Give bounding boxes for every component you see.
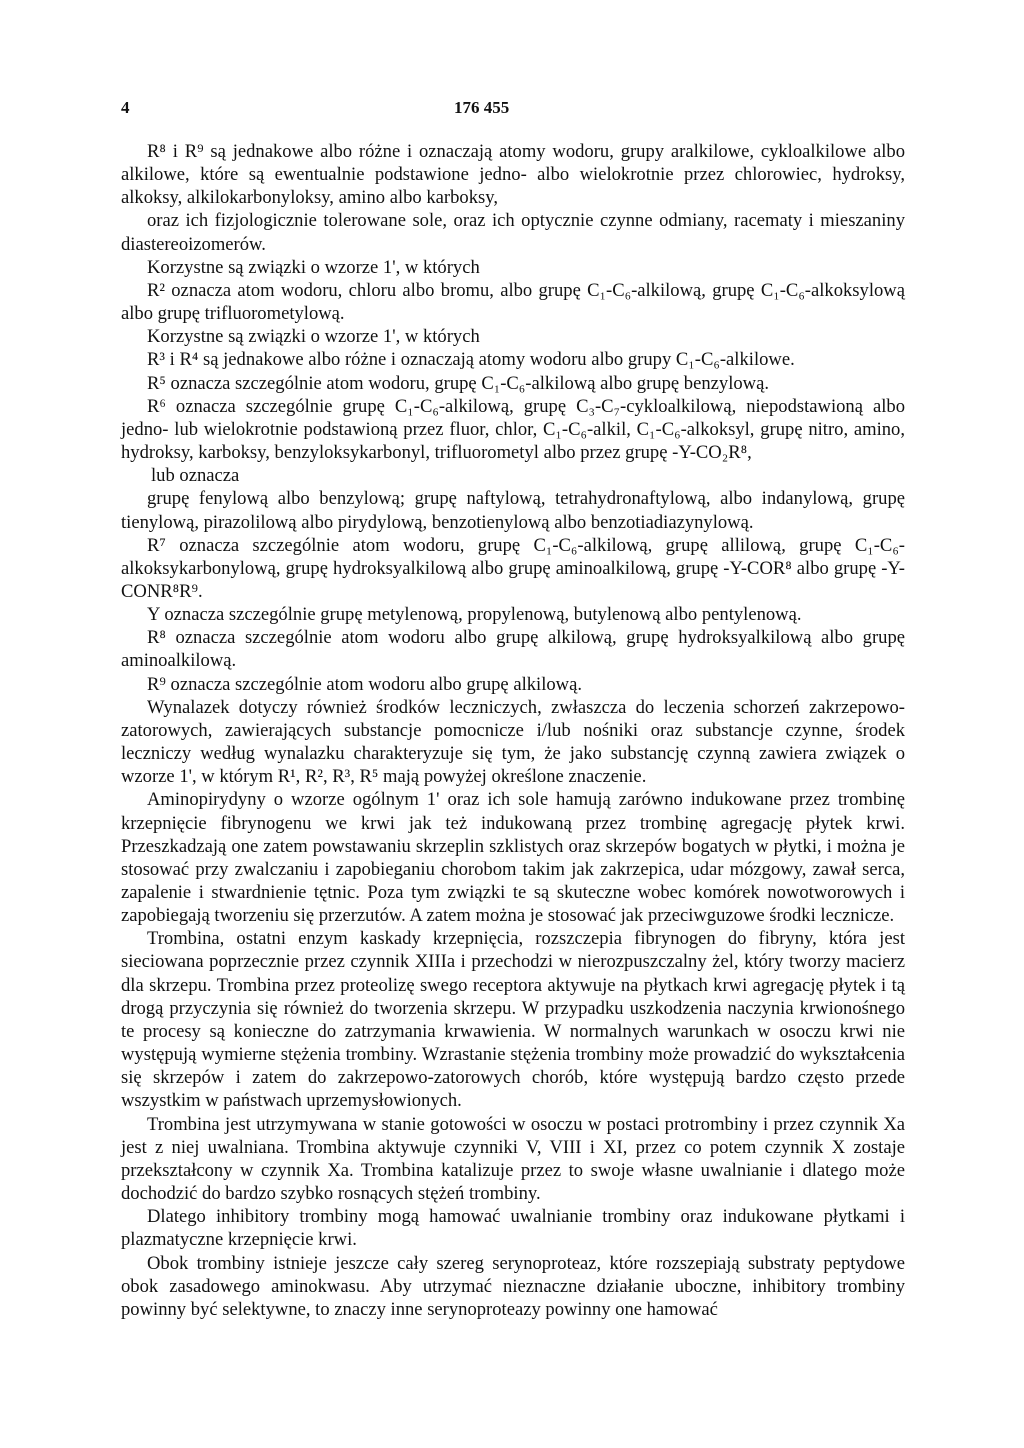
paragraph: R⁶ oznacza szczególnie grupę C₁-C₆-alkilową, grupę C₃-C₇-cykloalkilową, niepodstawioną albo jedno- lub wielokrotnie podstawioną przez fluor, chlor, C₁-C₆-alkil, C₁-C₆-alkoksyl, grupę nitro, amino, hydroksy, karboksy, benzyloksykarbonyl, trifluorometyl albo przez grupę -Y-CO₂R⁸, <box>121 395 905 464</box>
paragraph: Aminopirydyny o wzorze ogólnym 1' oraz ich sole hamują zarówno indukowane przez trombinę krzepnięcie fibrynogenu we krwi jak też indukowaną przez trombinę agregację płytek krwi. Przeszkadzają one zatem powstawaniu skrzeplin szklistych oraz skrzepów bogatych w płytki, i można je stosować przy zwalczaniu i zapobieganiu chorobom takim jak zakrzepica, udar mózgowy, zawał serca, zapalenie i stwardnienie tętnic. Poza tym związki te są skuteczne wobec komórek nowotworowych i zapobiegają tworzeniu się przerzutów. A zatem można je stosować jak przeciwguzowe środki lecznicze. <box>121 789 905 927</box>
document-id: 176 455 <box>454 98 510 117</box>
paragraph: lub oznacza <box>151 465 240 487</box>
paragraph: Dlatego inhibitory trombiny mogą hamować uwalnianie trombiny oraz indukowane płytkami i plazmatyczne krzepnięcie krwi. <box>121 1206 905 1251</box>
paragraph: Korzystne są związki o wzorze 1', w których <box>147 256 480 278</box>
paragraph: oraz ich fizjologicznie tolerowane sole, oraz ich optycznie czynne odmiany, racematy i mieszaniny diastereoizomerów. <box>121 210 905 255</box>
document-body <box>121 140 905 1321</box>
paragraph: Trombina jest utrzymywana w stanie gotowości w osoczu w postaci protrombiny i przez czynnik Xa jest z niej uwalniana. Trombina aktywuje czynniki V, VIII i XI, przez co potem czynnik X zostaje przekształcony w czynnik Xa. Trombina katalizuje przez to swoje własne uwalnianie i dlatego może dochodzić do bardzo szybko rosnących stężeń trombiny. <box>121 1113 905 1205</box>
page-header <box>0 98 1024 122</box>
paragraph: R² oznacza atom wodoru, chloru albo bromu, albo grupę C₁-C₆-alkilową, grupę C₁-C₆-alkoksylową albo grupę trifluorometylową. <box>121 279 905 325</box>
paragraph: Trombina, ostatni enzym kaskady krzepnięcia, rozszczepia fibrynogen do fibryny, która jest sieciowana poprzecznie przez czynnik XIIIa i przechodzi w nierozpuszczalny żel, który tworzy macierz dla skrzepu. Trombina przez proteolizę swego receptora aktywuje na płytkach krwi agregację płytek i tą drogą przyczynia się również do tworzenia skrzepu. W przypadku uszkodzenia naczynia krwionośnego te procesy są konieczne do zatrzymania krwawienia. W normalnych warunkach w osoczu krwi nie występują wymierne stężenia trombiny. Wzrastanie stężenia trombiny może prowadzić do wykształcenia się skrzepów i zatem do zakrzepowo-zatorowych chorób, które występują bardzo często przede wszystkim w państwach uprzemysłowionych. <box>121 928 905 1112</box>
paragraph: Y oznacza szczególnie grupę metylenową, propylenową, butylenową albo pentylenową. <box>147 604 802 626</box>
paragraph: Korzystne są związki o wzorze 1', w których <box>147 326 480 348</box>
paragraph: R³ i R⁴ są jednakowe albo różne i oznaczają atomy wodoru albo grupy C₁-C₆-alkilowe. <box>147 349 795 371</box>
paragraph: R⁷ oznacza szczególnie atom wodoru, grupę C₁-C₆-alkilową, grupę allilową, grupę C₁-C₆-alkoksykarbonylową, grupę hydroksyalkilową albo grupę aminoalkilową, grupę -Y-COR⁸ albo grupę -Y-CONR⁸R⁹. <box>121 534 905 602</box>
paragraph: R⁸ oznacza szczególnie atom wodoru albo grupę alkilową, grupę hydroksyalkilową albo grupę aminoalkilową. <box>121 627 905 672</box>
paragraph: R⁵ oznacza szczególnie atom wodoru, grupę C₁-C₆-alkilową albo grupę benzylową. <box>147 372 769 394</box>
paragraph: grupę fenylową albo benzylową; grupę naftylową, tetrahydronaftylową, albo indanylową, grupę tienylową, pirazolilową albo pirydylową, benzotienylową albo benzotiadiazynylową. <box>121 488 905 533</box>
paragraph: R⁹ oznacza szczególnie atom wodoru albo grupę alkilową. <box>147 673 583 695</box>
paragraph: Wynalazek dotyczy również środków leczniczych, zwłaszcza do leczenia schorzeń zakrzepowo-zatorowych, zawierających substancje pomocnicze i/lub nośniki oraz substancje czynne, środek leczniczy według wynalazku charakteryzuje się tym, że jako substancję czynną zawiera związek o wzorze 1', w którym R¹, R², R³, R⁵ mają powyżej określone znaczenie. <box>121 696 905 788</box>
paragraph: R⁸ i R⁹ są jednakowe albo różne i oznaczają atomy wodoru, grupy aralkilowe, cykloalkilowe albo alkilowe, które są ewentualnie podstawione jedno- albo wielokrotnie przez chlorowiec, hydroksy, alkoksy, alkilokarbonyloksy, amino albo karboksy, <box>121 141 905 209</box>
page-number: 4 <box>121 98 130 117</box>
paragraph: Obok trombiny istnieje jeszcze cały szereg serynoproteaz, które rozszepiają substraty peptydowe obok zasadowego aminokwasu. Aby utrzymać nieznaczne działanie uboczne, inhibitory trombiny powinny być selektywne, to znaczy inne serynoproteazy powinny one hamować <box>121 1252 905 1320</box>
